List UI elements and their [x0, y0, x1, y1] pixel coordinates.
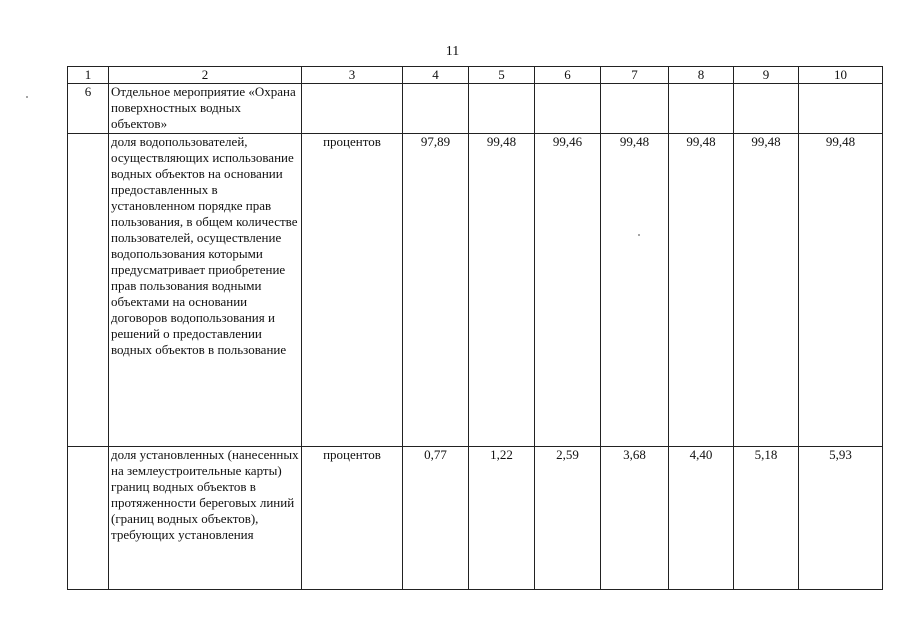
- row-value: [669, 84, 734, 134]
- table-header-row: [68, 67, 883, 84]
- header-cell: 5: [469, 67, 535, 84]
- row-description: доля водопользователей, осуществляющих использование водных объектов на основании предоставленных в установленном порядке прав пользования, в общем количестве пользователей, осуществление водопользования которыми предусматривает приобретение прав пользования водными объектами на основании договоров водопользования и решений о предоставлении водных объектов в пользование: [109, 134, 302, 447]
- header-cell: 8: [669, 67, 734, 84]
- header-cell: 4: [403, 67, 469, 84]
- row-value: 99,48: [601, 134, 669, 447]
- header-cell: 10: [799, 67, 883, 84]
- row-value: [734, 84, 799, 134]
- table-row: [68, 134, 883, 447]
- row-value: 0,77: [403, 447, 469, 590]
- row-value: 2,59: [535, 447, 601, 590]
- header-cell: 7: [601, 67, 669, 84]
- row-value: [601, 84, 669, 134]
- scan-speck: [638, 234, 640, 236]
- row-unit: процентов: [302, 134, 403, 447]
- row-value: 3,68: [601, 447, 669, 590]
- row-description: доля установленных (нанесенных на землеустроительные карты) границ водных объектов в протяженности береговых линий (границ водных объектов), требующих установления: [109, 447, 302, 590]
- row-value: [403, 84, 469, 134]
- row-value: [469, 84, 535, 134]
- row-value: 97,89: [403, 134, 469, 447]
- row-value: 99,48: [469, 134, 535, 447]
- row-value: [535, 84, 601, 134]
- row-unit: процентов: [302, 447, 403, 590]
- row-value: 99,48: [734, 134, 799, 447]
- header-cell: 2: [109, 67, 302, 84]
- table-row: [68, 447, 883, 590]
- page-number: 11: [445, 44, 460, 59]
- row-number: 6: [68, 84, 109, 134]
- table-row: [68, 84, 883, 134]
- row-number: [68, 134, 109, 447]
- row-value: [799, 84, 883, 134]
- row-value: 5,93: [799, 447, 883, 590]
- row-value: 99,48: [669, 134, 734, 447]
- row-value: 4,40: [669, 447, 734, 590]
- row-description: Отдельное мероприятие «Охрана поверхностных водных объектов»: [109, 84, 302, 134]
- scan-speck: [26, 96, 28, 98]
- row-value: 1,22: [469, 447, 535, 590]
- indicators-table: [67, 66, 883, 590]
- header-cell: 1: [68, 67, 109, 84]
- header-cell: 9: [734, 67, 799, 84]
- row-unit: [302, 84, 403, 134]
- header-cell: 6: [535, 67, 601, 84]
- row-number: [68, 447, 109, 590]
- row-value: 99,48: [799, 134, 883, 447]
- row-value: 99,46: [535, 134, 601, 447]
- row-value: 5,18: [734, 447, 799, 590]
- header-cell: 3: [302, 67, 403, 84]
